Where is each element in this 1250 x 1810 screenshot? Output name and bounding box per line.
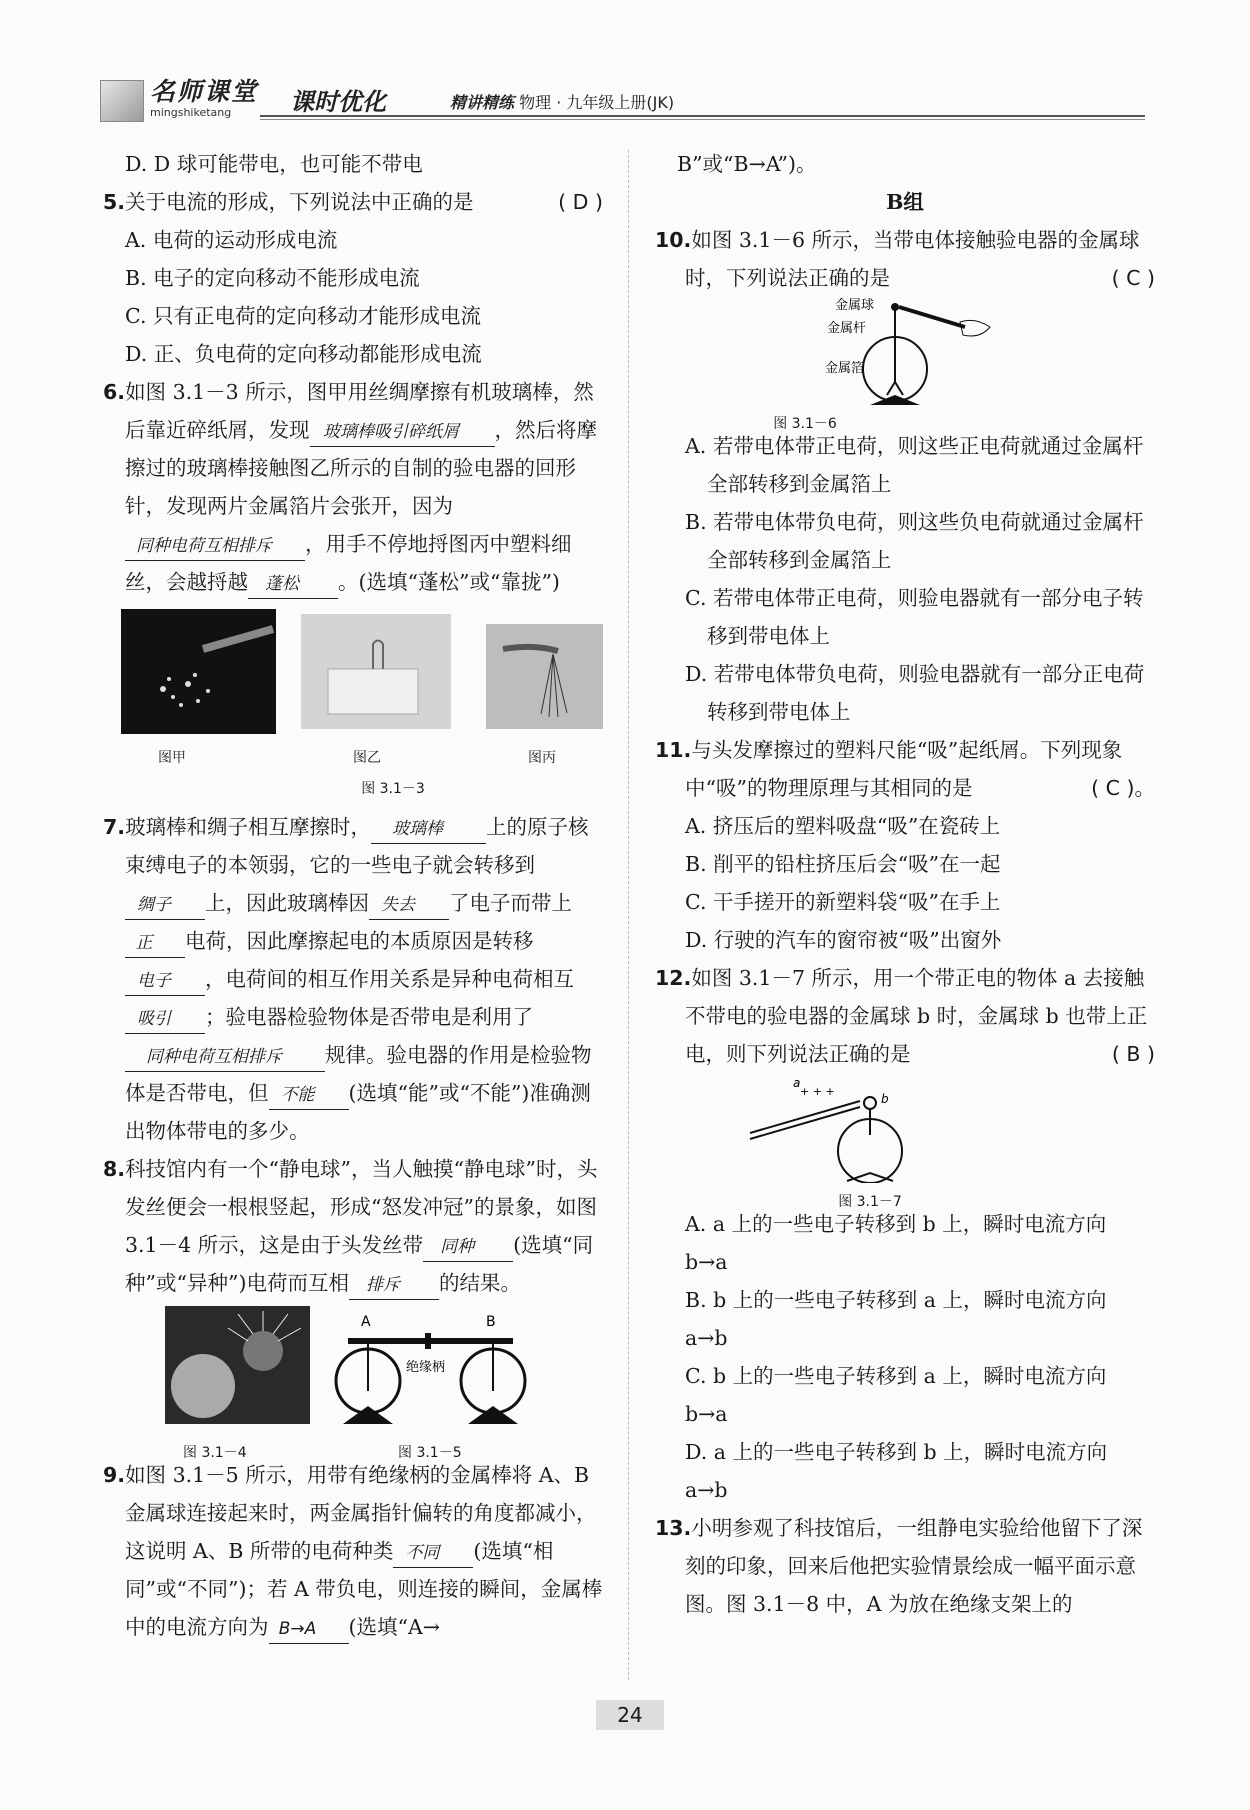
q9-number: 9.	[103, 1463, 126, 1487]
q7-blank-2: 绸子	[125, 891, 205, 920]
header-rule	[260, 115, 1145, 117]
q9-text: 如图 3.1－5 所示，用带有绝缘柄的金属棒将 A、B 金属球连接起来时，两金属指针偏转的角度都减小，这说明 A、B 所带的电荷种类	[125, 1463, 597, 1563]
q7-text: 上	[551, 891, 572, 915]
q12-option: C. b 上的一些电子转移到 a 上，瞬时电流方向 b→a	[685, 1364, 1107, 1426]
q5-stem: 关于电流的形成，下列说法中正确的是	[125, 190, 474, 214]
tagline-hand: 精讲精练	[450, 93, 515, 112]
q7-blank-7: 同种电荷互相排斥	[125, 1043, 325, 1072]
group-b-heading: B组	[886, 190, 924, 214]
q7-blank-3: 失去	[369, 891, 449, 920]
column-divider	[628, 150, 629, 1680]
brand-pinyin: mingshiketang	[150, 106, 232, 119]
question-10	[655, 221, 1155, 731]
figure-3-1-6-caption: 图 3.1－6	[773, 416, 837, 432]
figure-3-1-7-drawing	[655, 1073, 1155, 1183]
charged-rod	[899, 307, 965, 327]
q11-option: A. 挤压后的塑料吸盘“吸”在瓷砖上	[685, 814, 1001, 838]
photo-bing	[486, 624, 603, 729]
figure-3-1-4-5-drawings	[103, 1306, 603, 1431]
q5-number: 5.	[103, 190, 126, 214]
header-rule-thin	[260, 119, 1145, 120]
tagline-subject: 物理 · 九年级上册(JK)	[519, 93, 675, 112]
q12-option: D. a 上的一些电子转移到 b 上，瞬时电流方向 a→b	[685, 1440, 1108, 1502]
q7-text: 上，因此玻璃棒因	[205, 891, 369, 915]
q6-blank-1: 玻璃棒吸引碎纸屑	[310, 418, 495, 447]
charged-object-a	[750, 1101, 860, 1133]
q12-stem: 如图 3.1－7 所示，用一个带正电的物体 a 去接触不带电的验电器的金属球 b 时，金属球 b 也带上正电，则下列说法正确的是	[685, 966, 1148, 1066]
q10-option: D. 若带电体带负电荷，则验电器就有一部分正电荷转移到带电体上	[685, 662, 1145, 724]
question-12	[655, 959, 1155, 1509]
q11-option: B. 削平的铅柱挤压后会“吸”在一起	[685, 852, 1001, 876]
question-8	[103, 1150, 603, 1461]
static-ball	[171, 1354, 235, 1418]
girl-head	[243, 1331, 283, 1371]
label-a: A	[361, 1314, 371, 1330]
q10-number: 10.	[655, 228, 692, 252]
q11-option: C. 干手搓开的新塑料袋“吸”在手上	[685, 890, 1001, 914]
label-handle: 绝缘柄	[406, 1360, 446, 1375]
q8-blank-1: 同种	[423, 1233, 513, 1262]
q5-option: C. 只有正电荷的定向移动才能形成电流	[125, 304, 481, 328]
q4-option-d: D. D 球可能带电，也可能不带电	[125, 152, 423, 176]
caption-jia: 图甲	[158, 750, 186, 766]
q7-blank-8: 不能	[269, 1081, 349, 1110]
q6-number: 6.	[103, 380, 126, 404]
right-column	[655, 145, 1155, 1623]
q6-text: ，用手不停地捋图丙中塑料细丝，会越捋越	[125, 532, 572, 594]
figure-3-1-6-drawing	[655, 297, 1155, 407]
q7-text: ；验电器检验物体是否带电是利用了	[205, 1005, 533, 1029]
brand-logo	[100, 80, 144, 122]
q7-blank-4: 正	[125, 929, 185, 958]
q5-answer: ( D )	[558, 190, 603, 214]
question-13	[655, 1509, 1155, 1623]
q7-text: 规律。验电器的作用是检验物体是否带电，但	[125, 1043, 592, 1105]
q9-blank-1: 不同	[393, 1539, 473, 1568]
figure-3-1-6	[655, 297, 1155, 432]
q8-blank-2: 排斥	[349, 1271, 439, 1300]
q7-text: 了电子而带	[449, 891, 552, 915]
caption-bing: 图丙	[528, 750, 556, 766]
q9-blank-2: B→A	[269, 1615, 349, 1644]
figure-3-1-4-caption: 图 3.1－4	[183, 1445, 247, 1461]
q12-number: 12.	[655, 966, 692, 990]
q11-answer: ( C )。	[1091, 776, 1155, 800]
question-9	[103, 1456, 603, 1646]
q9-continuation: B”或“B→A”)。	[677, 152, 817, 176]
q8-text: 科技馆内有一个“静电球”，当人触摸“静电球”时，头发丝便会一根根竖起，形成“怒发冲冠”的景象，如图 3.1－4 所示，这是由于头发丝带	[125, 1157, 598, 1257]
q7-blank-5: 电子	[125, 967, 205, 996]
q10-option: C. 若带电体带正电荷，则验电器就有一部分电子转移到带电体上	[685, 586, 1144, 648]
insulating-handle	[425, 1333, 431, 1349]
q7-text: 上的原子核束缚电子的本领弱，它的一些电子就会转移到	[125, 815, 589, 877]
q13-number: 13.	[655, 1516, 692, 1540]
question-6	[103, 373, 603, 808]
photo-jia	[121, 609, 276, 734]
header-tagline	[450, 90, 674, 113]
q8-number: 8.	[103, 1157, 126, 1181]
q7-text: (选填“能”或“不能”)准确测出物体带电的多少。	[125, 1081, 591, 1143]
figures-3-1-4-5	[103, 1306, 603, 1461]
figure-3-1-7-caption: 图 3.1－7	[838, 1194, 902, 1210]
figure-3-1-3-caption: 图 3.1－3	[361, 781, 425, 797]
metal-ball	[891, 303, 899, 311]
q12-answer: ( B )	[1111, 1042, 1155, 1066]
q7-blank-6: 吸引	[125, 1005, 205, 1034]
q5-option: D. 正、负电荷的定向移动都能形成电流	[125, 342, 482, 366]
q7-blank-1: 玻璃棒	[371, 815, 486, 844]
q7-number: 7.	[103, 815, 126, 839]
brand-name: 名师课堂	[150, 77, 259, 106]
caption-yi: 图乙	[353, 750, 381, 766]
figure-3-1-5-caption: 图 3.1－5	[398, 1445, 462, 1461]
question-11	[655, 731, 1155, 959]
question-5	[103, 183, 603, 373]
q11-stem: 与头发摩擦过的塑料尺能“吸”起纸屑。下列现象中“吸”的物理原理与其相同的是	[685, 738, 1123, 800]
q6-blank-3: 蓬松	[248, 570, 338, 599]
figure-3-1-3	[103, 609, 603, 774]
plus-signs: + + +	[800, 1085, 835, 1098]
figure-3-1-7	[655, 1073, 1155, 1210]
label-a: a	[793, 1076, 801, 1090]
label-metal-foil: 金属箔	[825, 361, 865, 376]
q7-text: 玻璃棒和绸子相互摩擦时，	[125, 815, 372, 839]
q12-option: B. b 上的一些电子转移到 a 上，瞬时电流方向 a→b	[685, 1288, 1107, 1350]
q11-number: 11.	[655, 738, 692, 762]
q10-answer: ( C )	[1111, 266, 1155, 290]
q8-text: (选填“同种”或“异种”)电荷而互相	[125, 1233, 594, 1295]
label-metal-rod: 金属杆	[827, 321, 867, 336]
label-b: B	[486, 1314, 496, 1330]
q6-blank-2: 同种电荷互相排斥	[125, 532, 305, 561]
q6-text: ，然后将摩擦过的玻璃棒接触图乙所示的自制的验电器的回形针，发现两片金属箔片会张开，因为	[125, 418, 597, 518]
label-metal-ball: 金属球	[835, 298, 875, 313]
q7-text: 电荷，因此摩擦起电的本质原因是转移	[185, 929, 534, 953]
q6-text: 如图 3.1－3 所示，图甲用丝绸摩擦有机玻璃棒，然后靠近碎纸屑，发现	[125, 380, 594, 442]
page-number: 24	[596, 1700, 664, 1730]
question-7	[103, 808, 603, 1150]
left-column	[103, 145, 603, 1646]
electroscope-pair	[336, 1333, 525, 1424]
q10-stem: 如图 3.1－6 所示，当带电体接触验电器的金属球时，下列说法正确的是	[685, 228, 1140, 290]
q11-option: D. 行驶的汽车的窗帘被“吸”出窗外	[685, 928, 1002, 952]
foam-block	[328, 669, 418, 714]
metal-ball-b	[864, 1097, 876, 1109]
q5-option: A. 电荷的运动形成电流	[125, 228, 338, 252]
q6-text: 。(选填“蓬松”或“靠拢”)	[338, 570, 560, 594]
q12-option: A. a 上的一些电子转移到 b 上，瞬时电流方向 b→a	[685, 1212, 1107, 1274]
q8-text: 的结果。	[438, 1271, 521, 1295]
q13-stem: 小明参观了科技馆后，一组静电实验给他留下了深刻的印象，回来后他把实验情景绘成一幅平面示意图。图 3.1－8 中，A 为放在绝缘支架上的	[685, 1516, 1143, 1616]
q5-option: B. 电子的定向移动不能形成电流	[125, 266, 420, 290]
page-header	[100, 70, 1145, 125]
q10-option: A. 若带电体带正电荷，则这些正电荷就通过金属杆全部转移到金属箔上	[685, 434, 1144, 496]
q9-text: (选填“A→	[348, 1615, 440, 1639]
q10-option: B. 若带电体带负电荷，则这些负电荷就通过金属杆全部转移到金属箔上	[685, 510, 1144, 572]
q9-text: (选填“相同”或“不同”)；若 A 带负电，则连接的瞬间，金属棒中的电流方向为	[125, 1539, 603, 1639]
series-title: 课时优化	[290, 88, 386, 116]
metal-foil	[887, 382, 903, 395]
label-b: b	[881, 1092, 889, 1106]
q7-text: ，电荷间的相互作用关系是异种电荷相互	[205, 967, 574, 991]
